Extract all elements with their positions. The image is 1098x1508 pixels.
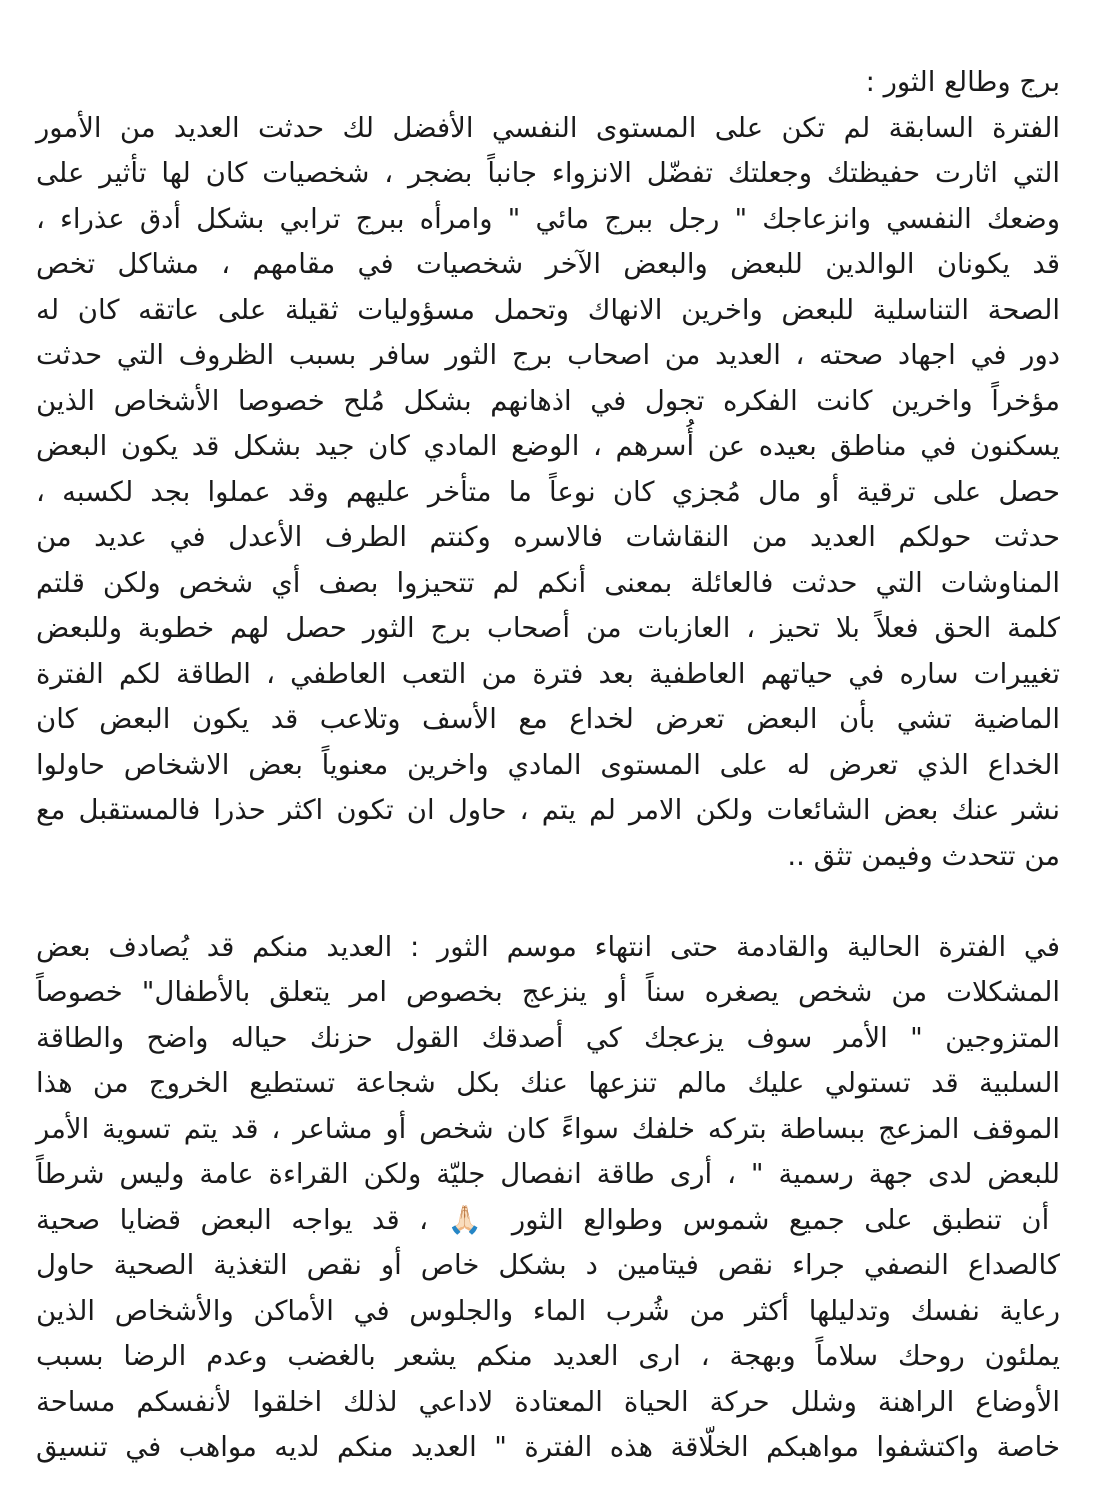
text-line: تغييرات ساره في حياتهم العاطفية بعد فترة من التعب العاطفي ، الطاقة لكم الفترة <box>36 657 1060 690</box>
text-line: يسكنون في مناطق بعيده عن أُسرهم ، الوضع المادي كان جيد بشكل قد يكون البعض <box>36 430 1060 462</box>
text-line: المناوشات التي حدثت فالعائلة بمعنى أنكم لم تتحيزوا بصف أي شخص ولكن قلتم <box>36 566 1060 599</box>
text-line: دور في اجهاد صحته ، العديد من اصحاب برج الثور سافر بسبب الظروف التي حدثت <box>36 339 1060 371</box>
text-line: رعاية نفسك وتدليلها أكثر من شُرب الماء والجلوس في الأماكن والأشخاص الذين <box>36 1294 1060 1327</box>
text-line: خاصة واكتشفوا مواهبكم الخلّاقة هذه الفترة " العديد منكم لديه مواهب في تنسيق <box>36 1431 1060 1463</box>
text-line: حدثت حولكم العديد من النقاشات فالاسره وكنتم الطرف الأعدل في عديد من <box>36 521 1060 553</box>
document-body <box>36 60 1060 1471</box>
text-line: قد يكونان الوالدين للبعض والبعض الآخر شخصيات في مقامهم ، مشاكل تخص <box>36 248 1060 280</box>
text-line: المتزوجين " الأمر سوف يزعجك كي أصدقك القول حزنك حياله واضح والطاقة <box>36 1021 1060 1054</box>
text-line: مؤخراً واخرين كانت الفكره تجول في اذهانهم بشكل مُلح خصوصا الأشخاص الذين <box>36 384 1060 417</box>
text-line: من تتحدث وفيمن تثق .. <box>787 839 1060 872</box>
text-line: التي اثارت حفيظتك وجعلتك تفضّل الانزواء جانباً بضجر ، شخصيات كان لها تأثير على <box>36 157 1060 189</box>
text-line: أن تنطبق على جميع شموس وطوالع الثور 🙏🏻 ، قد يواجه البعض قضايا صحية <box>36 1203 1050 1236</box>
text-line: الصحة التناسلية للبعض واخرين الانهاك وتحمل مسؤوليات ثقيلة على عاتقه كان له <box>36 293 1060 326</box>
text-line: الموقف المزعج ببساطة بتركه خلفك سواءً كان شخص أو مشاعر ، قد يتم تسوية الأمر <box>36 1112 1060 1145</box>
section-taurus-current <box>36 925 1060 1471</box>
section-heading: برج وطالع الثور : <box>865 66 1060 98</box>
text-line: كلمة الحق فعلاً بلا تحيز ، العازبات من أصحاب برج الثور حصل لهم خطوبة وللبعض <box>36 612 1060 644</box>
text-line: الماضية تشي بأن البعض تعرض لخداع مع الأسف وتلاعب قد يكون البعض كان <box>36 703 1060 735</box>
text-line: الخداع الذي تعرض له على المستوى المادي واخرين معنوياً بعض الاشخاص حاولوا <box>36 748 1060 781</box>
text-line: الأوضاع الراهنة وشلل حركة الحياة المعتادة لاداعي لذلك اخلقوا لأنفسكم مساحة <box>36 1385 1060 1418</box>
text-line: نشر عنك بعض الشائعات ولكن الامر لم يتم ، حاول ان تكون اكثر حذرا فالمستقبل مع <box>36 794 1060 826</box>
text-line: وضعك النفسي وانزعاجك " رجل ببرج مائي " وامرأه ببرج ترابي بشكل أدق عذراء ، <box>36 202 1060 235</box>
text-line: الفترة السابقة لم تكن على المستوى النفسي الأفضل لك حدثت العديد من الأمور <box>36 111 1060 144</box>
section-taurus-past <box>36 60 1060 879</box>
text-line: يملئون روحك سلاماً وبهجة ، ارى العديد منكم يشعر بالغضب وعدم الرضا بسبب <box>36 1340 1060 1372</box>
text-line: في الفترة الحالية والقادمة حتى انتهاء موسم الثور : العديد منكم قد يُصادف بعض <box>36 930 1060 963</box>
text-line: للبعض لدى جهة رسمية " ، أرى طاقة انفصال جليّة ولكن القراءة عامة وليس شرطاً <box>36 1158 1060 1190</box>
text-line: المشكلات من شخص يصغره سناً أو ينزعج بخصوص امر يتعلق بالأطفال" خصوصاً <box>36 976 1060 1008</box>
text-line: حصل على ترقية أو مال مُجزي كان نوعاً ما متأخر عليهم وقد عملوا بجد لكسبه ، <box>36 475 1060 508</box>
paragraph-gap <box>36 879 1060 925</box>
text-line: كالصداع النصفي جراء نقص فيتامين د بشكل خاص أو نقص التغذية الصحية حاول <box>36 1249 1060 1281</box>
text-line: السلبية قد تستولي عليك مالم تنزعها عنك بكل شجاعة تستطيع الخروج من هذا <box>36 1067 1060 1099</box>
